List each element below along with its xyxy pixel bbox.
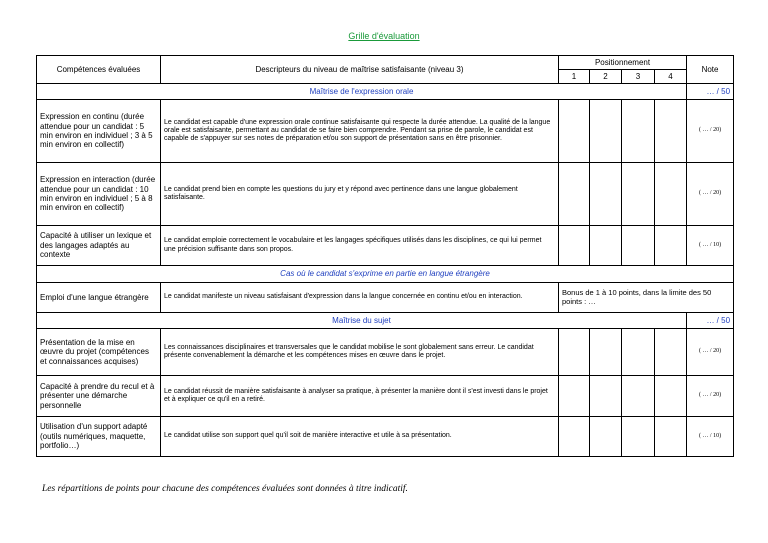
competence-cell: Utilisation d'un support adapté (outils numériques, maquette, portfolio…) bbox=[37, 417, 161, 457]
section-expression-orale: Maîtrise de l'expression orale bbox=[37, 84, 687, 100]
level-2-cell[interactable] bbox=[590, 417, 622, 457]
header-level-2: 2 bbox=[590, 70, 622, 84]
level-4-cell[interactable] bbox=[655, 100, 687, 163]
section-orale-total: … / 50 bbox=[687, 84, 734, 100]
level-3-cell[interactable] bbox=[622, 329, 655, 376]
level-4-cell[interactable] bbox=[655, 226, 687, 266]
level-2-cell[interactable] bbox=[590, 226, 622, 266]
descripteur-cell: Le candidat utilise son support quel qu'il soit de manière interactive et utile à sa présentation. bbox=[161, 417, 559, 457]
section-maitrise-sujet: Maîtrise du sujet bbox=[37, 313, 687, 329]
level-4-cell[interactable] bbox=[655, 329, 687, 376]
header-note: Note bbox=[687, 56, 734, 84]
table-row bbox=[37, 376, 734, 417]
level-2-cell[interactable] bbox=[590, 376, 622, 417]
competence-cell: Présentation de la mise en œuvre du projet (compétences et connaissances acquises) bbox=[37, 329, 161, 376]
level-2-cell[interactable] bbox=[590, 163, 622, 226]
table-row bbox=[37, 283, 734, 313]
descripteur-cell: Le candidat réussit de manière satisfaisante à analyser sa pratique, à présenter la manière dont il s'est investi dans le projet et à expliquer ce qu'il en a retiré. bbox=[161, 376, 559, 417]
header-positionnement: Positionnement bbox=[559, 56, 687, 70]
level-1-cell[interactable] bbox=[559, 329, 590, 376]
level-4-cell[interactable] bbox=[655, 376, 687, 417]
level-1-cell[interactable] bbox=[559, 100, 590, 163]
level-1-cell[interactable] bbox=[559, 417, 590, 457]
footer-note: Les répartitions de points pour chacune des compétences évaluées sont données à titre indicatif. bbox=[42, 484, 408, 494]
competence-cell: Emploi d'une langue étrangère bbox=[37, 283, 161, 313]
descripteur-cell: Les connaissances disciplinaires et transversales que le candidat mobilise le sont globalement sans erreur. Le candidat présente convenablement la démarche et les compétences mises en œuvre dans le projet. bbox=[161, 329, 559, 376]
descripteur-cell: Le candidat manifeste un niveau satisfaisant d'expression dans la langue concernée en continu et/ou en interaction. bbox=[161, 283, 559, 313]
level-3-cell[interactable] bbox=[622, 100, 655, 163]
descripteur-cell: Le candidat prend bien en compte les questions du jury et y répond avec pertinence dans une langue globalement satisfaisante. bbox=[161, 163, 559, 226]
level-4-cell[interactable] bbox=[655, 417, 687, 457]
competence-cell: Expression en continu (durée attendue pour un candidat : 5 min environ en individuel ; 3 à 5 min environ en collectif) bbox=[37, 100, 161, 163]
note-cell: ( … / 20) bbox=[687, 100, 734, 163]
level-4-cell[interactable] bbox=[655, 163, 687, 226]
section-langue-etrangere: Cas où le candidat s'exprime en partie en langue étrangère bbox=[37, 266, 734, 283]
level-3-cell[interactable] bbox=[622, 417, 655, 457]
header-descripteurs: Descripteurs du niveau de maîtrise satisfaisante (niveau 3) bbox=[161, 56, 559, 84]
level-1-cell[interactable] bbox=[559, 226, 590, 266]
table-row bbox=[37, 100, 734, 163]
table-row bbox=[37, 417, 734, 457]
header-level-3: 3 bbox=[622, 70, 655, 84]
header-level-4: 4 bbox=[655, 70, 687, 84]
descripteur-cell: Le candidat emploie correctement le vocabulaire et les langages spécifiques utilisés dans les disciplines, ce qui lui permet une précision suffisante dans son propos. bbox=[161, 226, 559, 266]
table-row bbox=[37, 163, 734, 226]
competence-cell: Expression en interaction (durée attendue pour un candidat : 10 min environ en individuel ; 5 à 8 min environ en collectif) bbox=[37, 163, 161, 226]
level-3-cell[interactable] bbox=[622, 376, 655, 417]
level-3-cell[interactable] bbox=[622, 226, 655, 266]
table-row bbox=[37, 329, 734, 376]
level-2-cell[interactable] bbox=[590, 100, 622, 163]
note-cell: ( … / 20) bbox=[687, 163, 734, 226]
bonus-cell: Bonus de 1 à 10 points, dans la limite des 50 points : … bbox=[559, 283, 734, 313]
note-cell: ( … / 10) bbox=[687, 417, 734, 457]
header-competences: Compétences évaluées bbox=[37, 56, 161, 84]
competence-cell: Capacité à prendre du recul et à présenter une démarche personnelle bbox=[37, 376, 161, 417]
note-cell: ( … / 20) bbox=[687, 376, 734, 417]
level-3-cell[interactable] bbox=[622, 163, 655, 226]
competence-cell: Capacité à utiliser un lexique et des langages adaptés au contexte bbox=[37, 226, 161, 266]
descripteur-cell: Le candidat est capable d'une expression orale continue satisfaisante qui respecte la durée attendue. La qualité de la langue orale est satisfaisante, permettant au candidat de se faire bien comprendre. Pendant sa prise de parole, le candidat est capable de s'appuyer sur ses notes de préparation et/ou son support de présentation sans en être prisonnier. bbox=[161, 100, 559, 163]
level-1-cell[interactable] bbox=[559, 376, 590, 417]
table-row bbox=[37, 226, 734, 266]
note-cell: ( … / 20) bbox=[687, 329, 734, 376]
level-2-cell[interactable] bbox=[590, 329, 622, 376]
level-1-cell[interactable] bbox=[559, 163, 590, 226]
evaluation-grid bbox=[36, 55, 734, 457]
note-cell: ( … / 10) bbox=[687, 226, 734, 266]
section-sujet-total: … / 50 bbox=[687, 313, 734, 329]
header-level-1: 1 bbox=[559, 70, 590, 84]
page-title: Grille d'évaluation bbox=[348, 31, 420, 41]
